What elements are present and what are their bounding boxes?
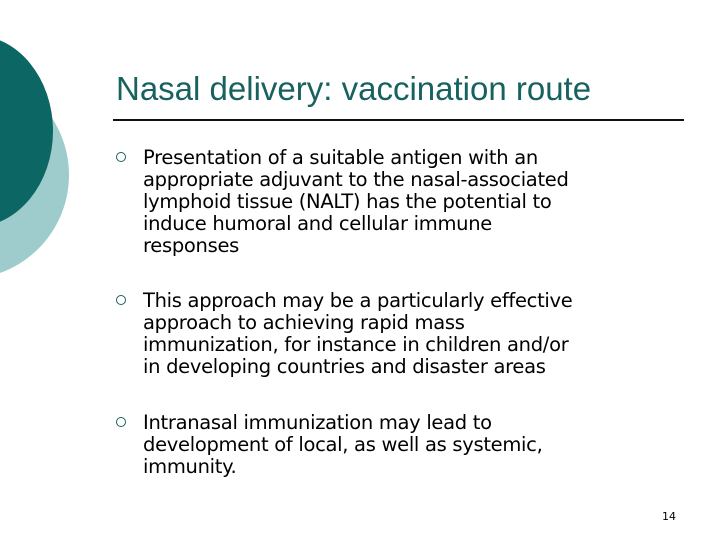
- text-line: appropriate adjuvant to the nasal-associated: [143, 168, 569, 191]
- text-line: induce humoral and cellular immune: [143, 212, 492, 235]
- page-number: 14: [662, 510, 676, 523]
- circle-bullet-icon: [116, 295, 126, 305]
- circle-bullet-icon: [116, 417, 126, 427]
- text-line: lymphoid tissue (NALT) has the potential to: [143, 190, 552, 213]
- bullet-text: [143, 147, 683, 257]
- text-line: responses: [143, 234, 240, 257]
- slide-title: Nasal delivery: vaccination route: [116, 70, 592, 107]
- circle-bullet-icon: [116, 152, 126, 162]
- decorative-circles: [0, 0, 80, 290]
- text-line: Presentation of a suitable antigen with an: [143, 146, 538, 169]
- text-line: immunity.: [143, 455, 237, 478]
- title-divider: [113, 119, 684, 121]
- text-line: in developing countries and disaster areas: [143, 355, 546, 378]
- text-line: immunization, for instance in children and/or: [143, 333, 569, 356]
- bullet-text: [143, 412, 683, 478]
- text-line: This approach may be a particularly effective: [143, 289, 573, 312]
- text-line: Intranasal immunization may lead to: [143, 411, 492, 434]
- text-line: approach to achieving rapid mass: [143, 311, 465, 334]
- text-line: development of local, as well as systemic,: [143, 433, 543, 456]
- bullet-text: [143, 290, 683, 378]
